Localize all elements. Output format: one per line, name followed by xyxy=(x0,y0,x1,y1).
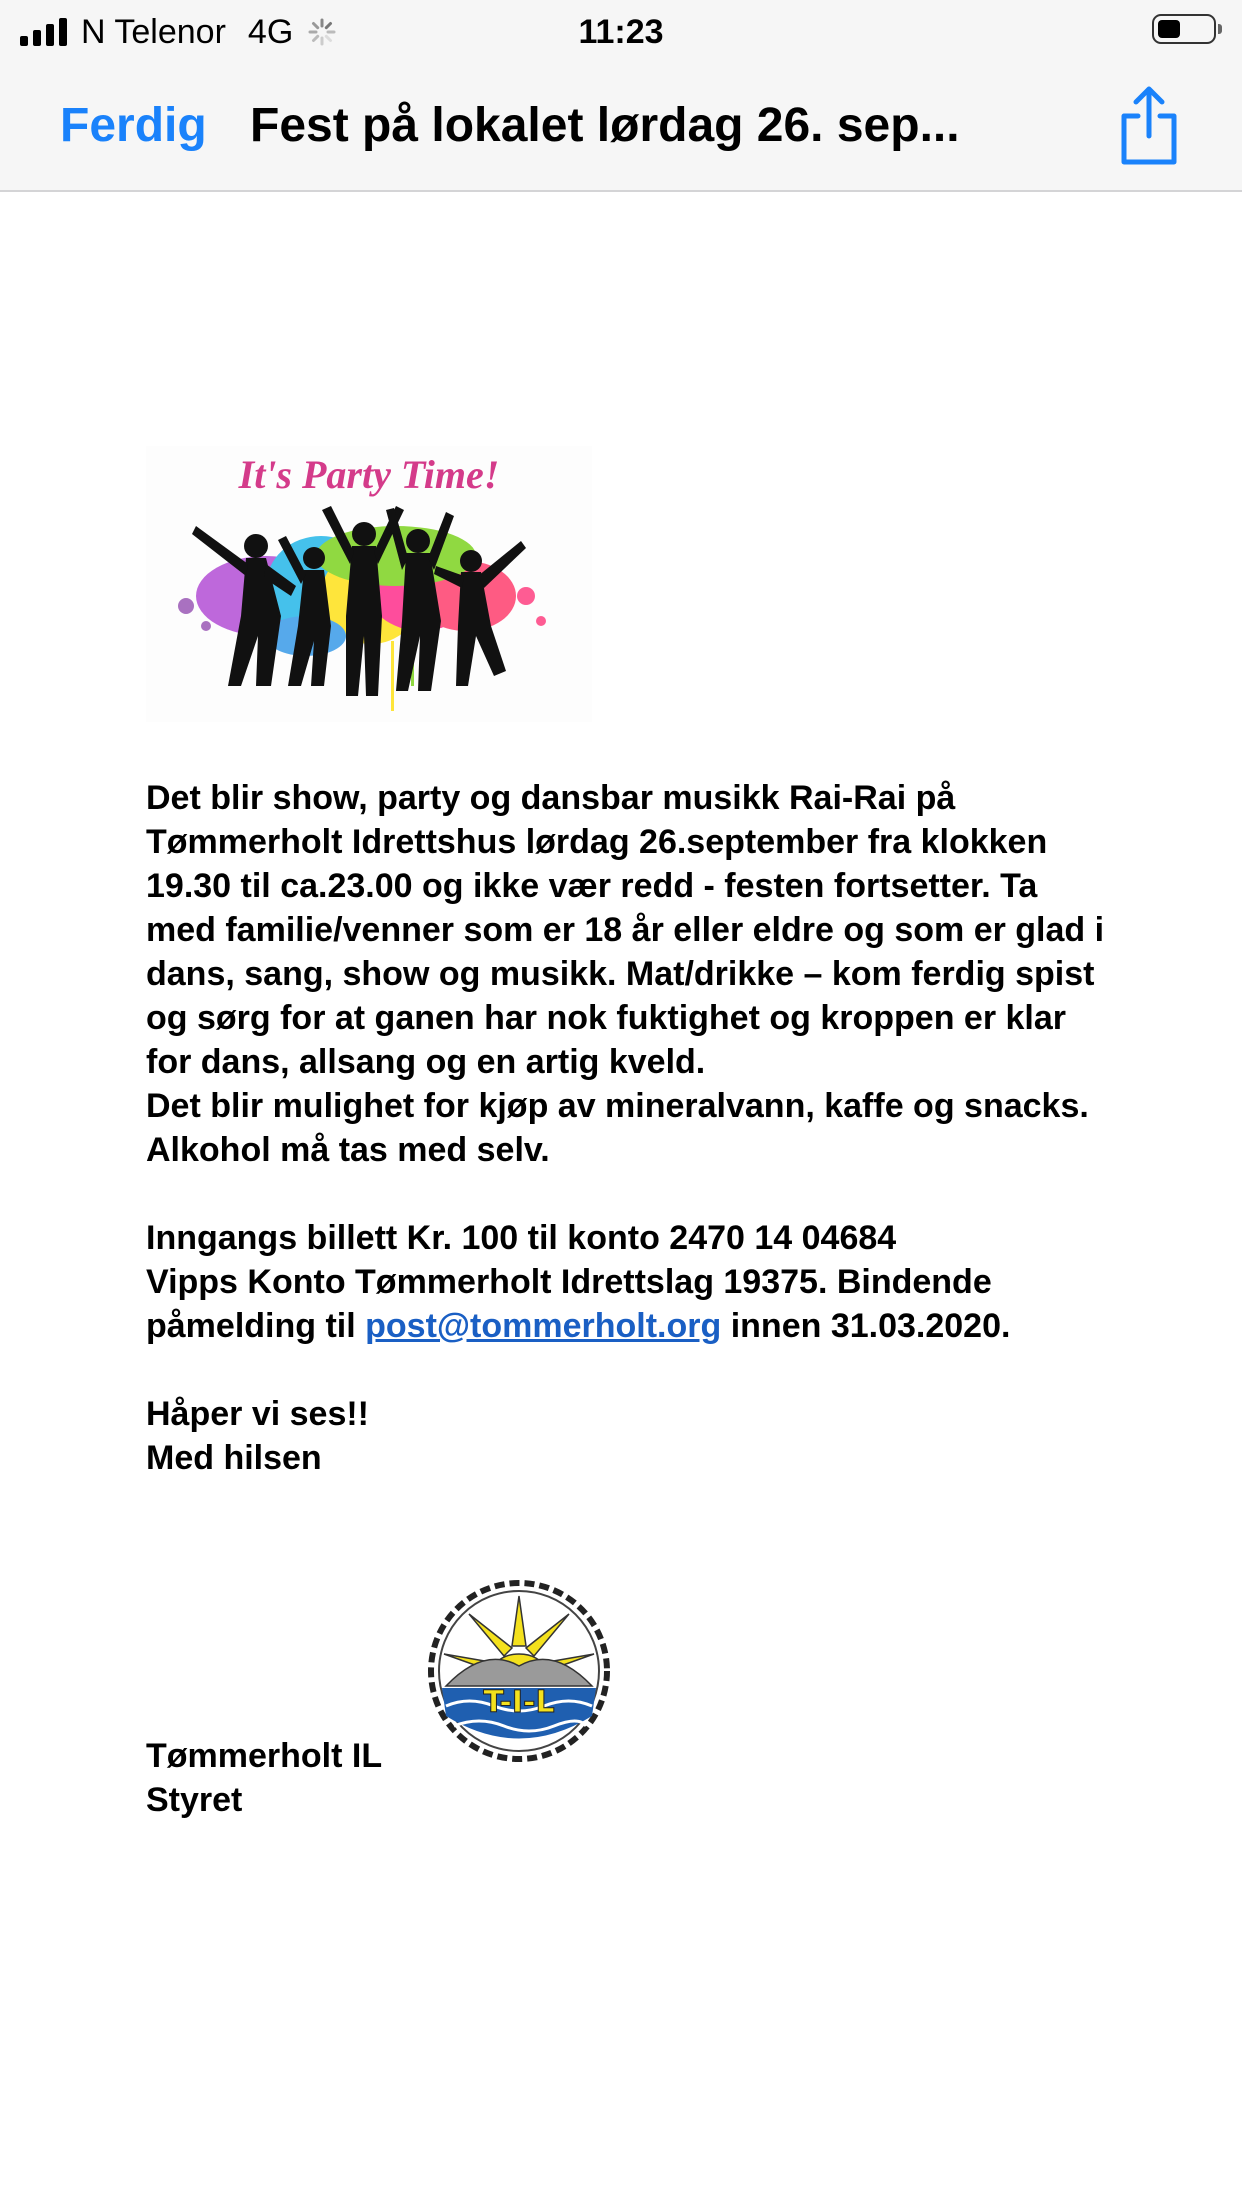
signature-org: Tømmerholt IL xyxy=(146,1737,383,1775)
ticket-info: Inngangs billett Kr. 100 til konto 2470 14 04684 xyxy=(146,1219,897,1257)
registration-deadline: innen 31.03.2020. xyxy=(721,1307,1011,1345)
greeting: Håper vi ses!! xyxy=(146,1395,369,1433)
navigation-bar xyxy=(0,64,1242,192)
message-content xyxy=(0,192,1242,2208)
carrier-name: N Telenor xyxy=(81,12,226,51)
party-image-text: It's Party Time! xyxy=(238,452,500,497)
done-button[interactable]: Ferdig xyxy=(60,99,207,152)
signature xyxy=(146,1734,382,1822)
page-title: Fest på lokalet lørdag 26. sep... xyxy=(250,99,960,152)
status-bar xyxy=(0,0,1242,64)
body-paragraph: Det blir mulighet for kjøp av mineralvann, kaffe og snacks. Alkohol må tas med selv. xyxy=(146,1087,1089,1169)
body-paragraph: Det blir show, party og dansbar musikk Rai-Rai på Tømmerholt Idrettshus lørdag 26.september fra klokken 19.30 til ca.23.00 og ikke vær redd - festen fortsetter. Ta med familie/venner som er 18 år eller eldre og som er glad i dans, sang, show og musikk. Mat/drikke – kom ferdig spist og sørg for at ganen har nok fuktighet og kroppen er klar for dans, allsang og en artig kveld. xyxy=(146,779,1105,1081)
email-link[interactable]: post@tommerholt.org xyxy=(365,1307,722,1345)
signature-role: Styret xyxy=(146,1781,243,1819)
party-time-image xyxy=(146,446,592,722)
share-icon[interactable] xyxy=(1114,84,1184,168)
registration-text: Vipps Konto Tømmerholt Idrettslag 19375. Bindende påmelding til xyxy=(146,1263,992,1345)
status-time: 11:23 xyxy=(578,13,664,51)
closing: Med hilsen xyxy=(146,1439,322,1477)
club-logo xyxy=(424,1576,614,1766)
battery-icon xyxy=(1152,14,1216,44)
message-body xyxy=(146,776,1106,1480)
logo-text: T-I-L xyxy=(483,1685,555,1720)
network-type: 4G xyxy=(247,12,294,51)
registration-info xyxy=(146,1260,1106,1348)
